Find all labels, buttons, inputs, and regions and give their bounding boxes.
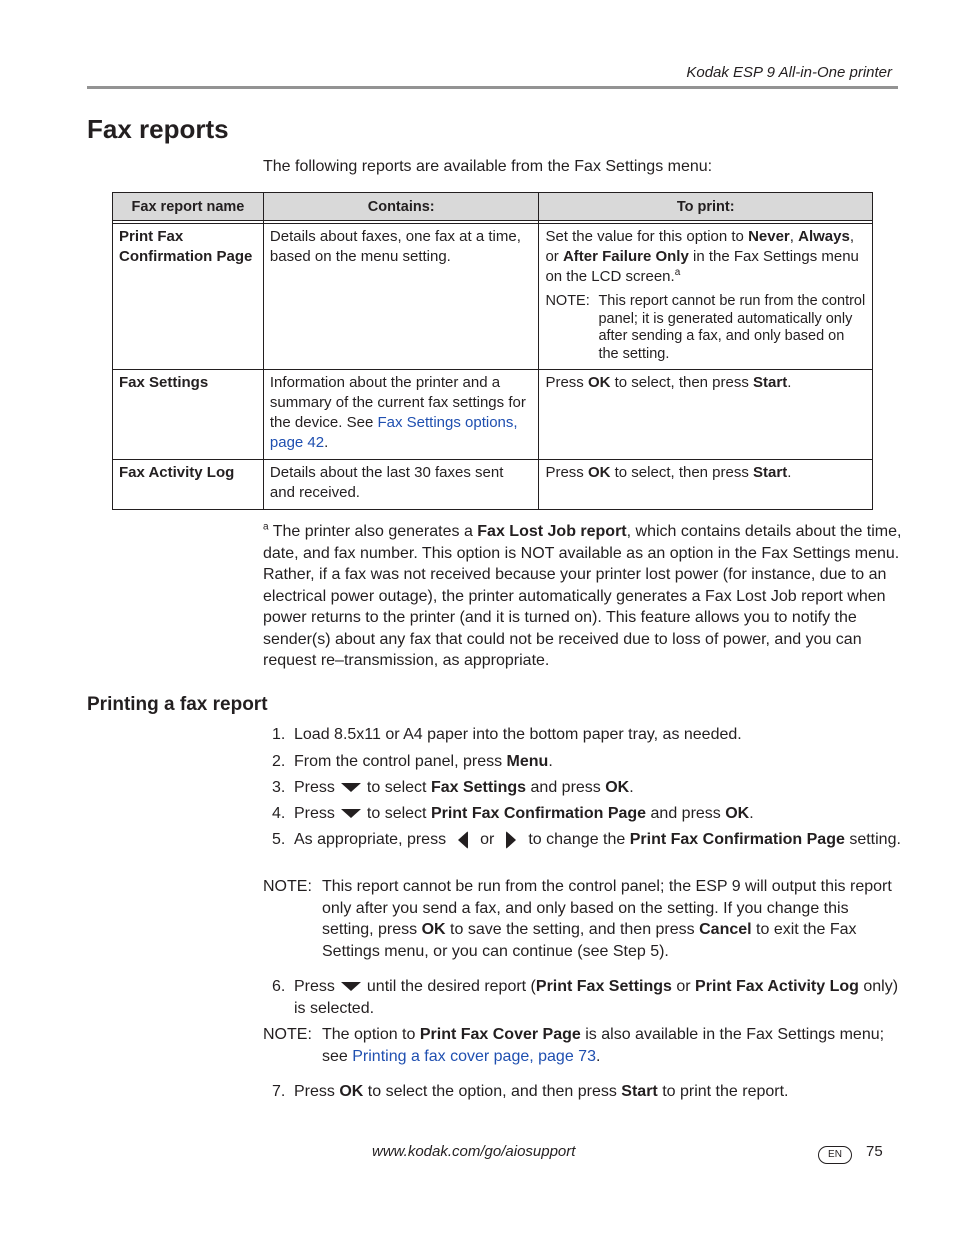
- table-row: [113, 370, 873, 460]
- step-3: 3. Press to select Fax Settings and press OK.: [272, 779, 634, 796]
- col-header-contains: Contains:: [263, 193, 539, 221]
- table-row: [113, 224, 873, 370]
- step-1: 1. Load 8.5x11 or A4 paper into the bottom paper tray, as needed.: [272, 726, 742, 743]
- report-name: Print Fax Confirmation Page: [113, 224, 264, 370]
- report-name: Fax Settings: [113, 370, 264, 460]
- fax-reports-table: [112, 192, 873, 510]
- step-4: 4. Press to select Print Fax Confirmation Page and press OK.: [272, 805, 754, 822]
- header-rule: [87, 86, 898, 89]
- left-arrow-icon: [458, 831, 468, 849]
- note-2: NOTE: The option to Print Fax Cover Page is also available in the Fax Settings menu; see Printing a fax cover page, page 73.: [263, 1026, 885, 1065]
- report-print: Press OK to select, then press Start.: [539, 460, 873, 510]
- report-print: Set the value for this option to Never, Always, or After Failure Only in the Fax Settings menu on the LCD screen.$^a$ NOTE: This report cannot be run from the control panel; it is generated automatically only after sending a fax, and only based on the setting.: [539, 224, 873, 370]
- cell-note: NOTE: This report cannot be run from the control panel; it is generated automatically only after sending a fax, and only based on the setting.: [545, 293, 866, 362]
- fax-settings-options-link[interactable]: Fax Settings options, page 42: [269, 414, 518, 451]
- intro-text: The following reports are available from the Fax Settings menu:: [263, 158, 713, 175]
- report-contains: Details about faxes, one fax at a time, based on the menu setting.: [263, 224, 539, 370]
- report-contains: Details about the last 30 faxes sent and received.: [263, 460, 539, 510]
- col-header-print: To print:: [539, 193, 873, 221]
- page-number: 75: [866, 1143, 883, 1160]
- right-arrow-icon: [506, 831, 516, 849]
- step-6: 6. Press until the desired report (Print Fax Settings or Print Fax Activity Log only) is selected.: [272, 978, 899, 1017]
- header-title: Kodak ESP 9 All-in-One printer: [686, 64, 892, 81]
- language-badge: EN: [818, 1146, 852, 1164]
- report-contains: Information about the printer and a summary of the current fax settings for the device. See Fax Settings options, page 42.: [263, 370, 539, 460]
- col-header-name: Fax report name: [113, 193, 264, 221]
- report-print: Press OK to select, then press Start.: [539, 370, 873, 460]
- down-arrow-icon: [341, 982, 361, 991]
- step-2: 2. From the control panel, press Menu.: [272, 753, 553, 770]
- report-name: Fax Activity Log: [113, 460, 264, 510]
- fax-cover-page-link[interactable]: Printing a fax cover page, page 73: [352, 1047, 596, 1065]
- step-5: 5. As appropriate, press or to change the Print Fax Confirmation Page setting.: [272, 831, 901, 848]
- table-footnote: $^a$ The printer also generates a Fax Lost Job report, which contains details about the time, date, and fax number. This option is NOT available as an option in the Fax Settings menu. Rather, if a fax was not received because your printer lost power (for instance, due to an electrical power outage), the printer automatically generates a Fax Lost Job report when power returns to the printer (and it is turned on). This feature allows you to notify the sender(s) about any fax that could not be received due to loss of power, and you can request re–transmission, as appropriate.: [263, 521, 902, 669]
- footer-url[interactable]: www.kodak.com/go/aiosupport: [372, 1143, 576, 1160]
- step-7: 7. Press OK to select the option, and then press Start to print the report.: [272, 1083, 789, 1100]
- section-title: Printing a fax report: [87, 694, 268, 715]
- table-row: [113, 460, 873, 510]
- note-1: NOTE: This report cannot be run from the control panel; the ESP 9 will output this report only after you send a fax, and only based on the setting. If you change this setting, press OK to save the setting, and then press Cancel to exit the Fax Settings menu, or you can continue (see Step 5).: [263, 878, 892, 960]
- down-arrow-icon: [341, 809, 361, 818]
- down-arrow-icon: [341, 783, 361, 792]
- page-title: Fax reports: [87, 114, 229, 144]
- footnote-ref: a: [674, 267, 681, 278]
